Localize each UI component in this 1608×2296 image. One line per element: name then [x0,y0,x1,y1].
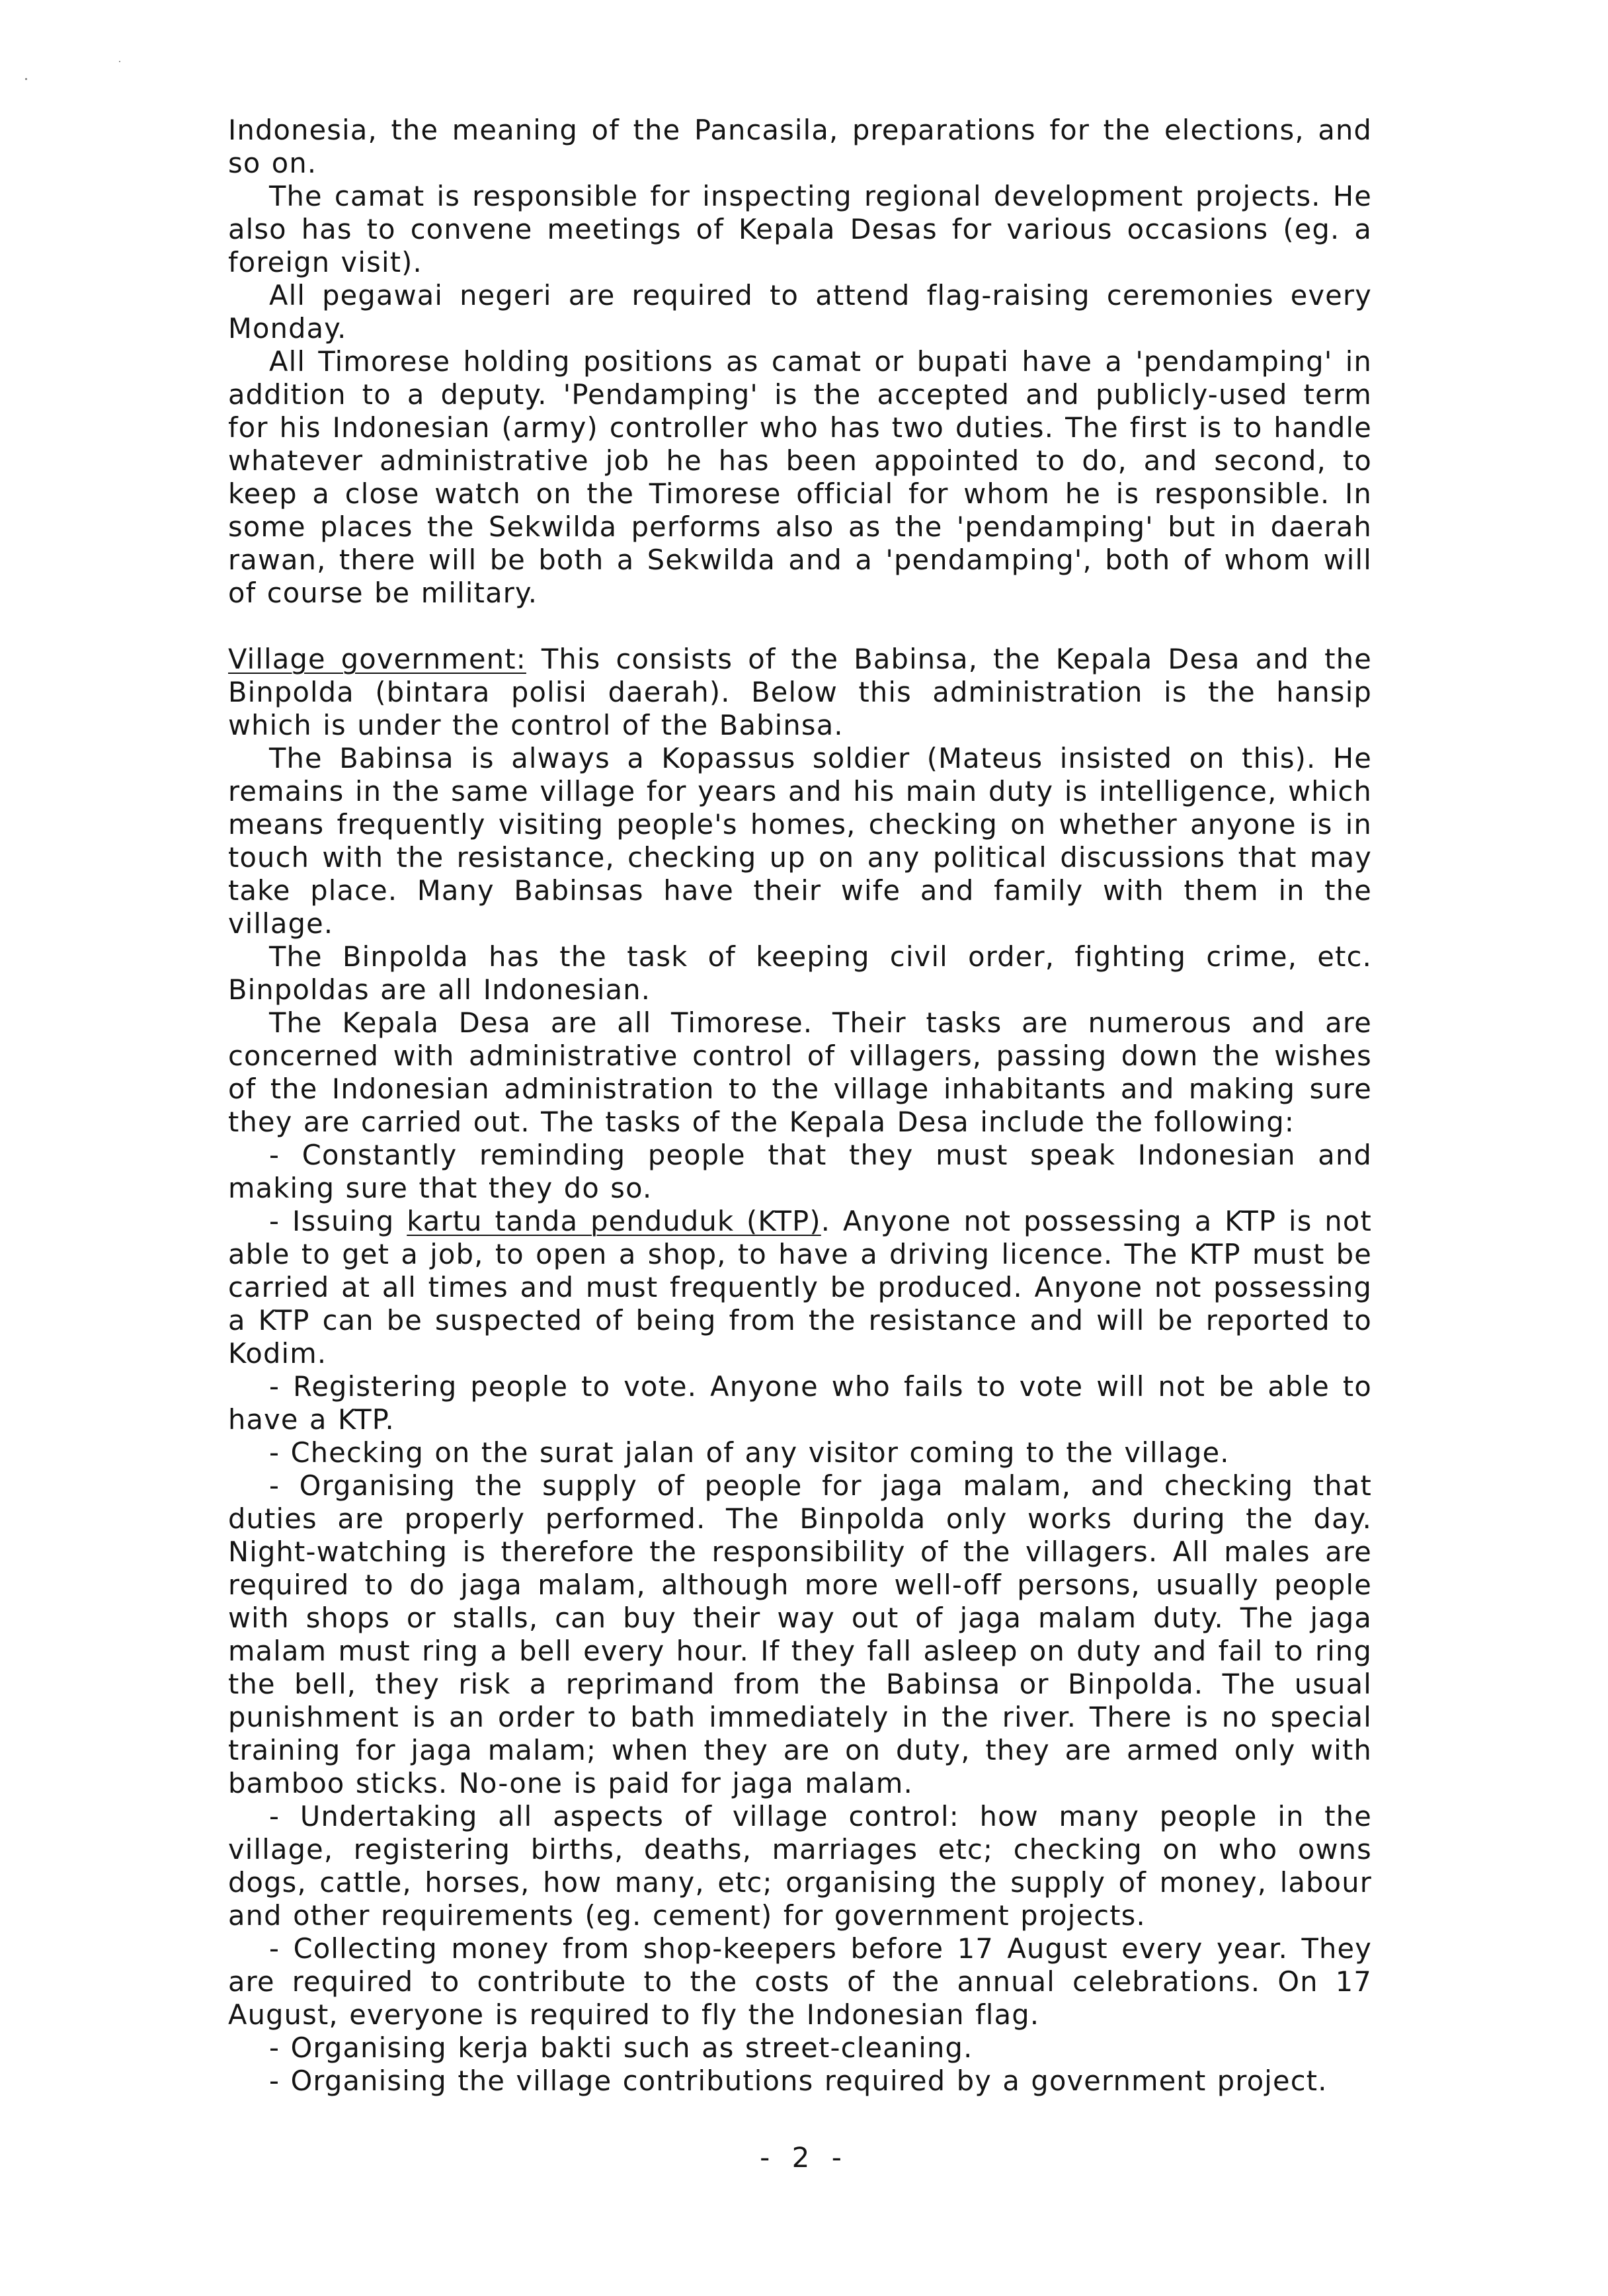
village-government-heading: Village government: [228,643,526,675]
paragraph-continuation: Indonesia, the meaning of the Pancasila, preparations for the elections, and so on. [228,114,1372,179]
list-item-jaga-malam: - Organising the supply of people for jaga malam, and checking that duties are properly performed. The Binpolda only works during the day. Night-watching is therefore the responsibility of the villagers. All males are required to do jaga malam, although more well-off persons, usually people with shops or stalls, can buy their way out of jaga malam duty. The jaga malam must ring a bell every hour. If they fall asleep on duty and fail to ring the bell, they risk a reprimand from the Babinsa or Binpolda. The usual punishment is an order to bath immediately in the river. There is no special training for jaga malam; when they are on duty, they are armed only with bamboo sticks. No-one is paid for jaga malam. [228,1469,1372,1799]
village-government-text: This consists of the Babinsa, the Kepala Desa and the Binpolda (bintara polisi daerah). Below this administration is the hansip which is under the control of the Babinsa. [228,643,1372,741]
list-item-indonesian: - Constantly reminding people that they must speak Indonesian and making sure that they do so. [228,1139,1372,1204]
paragraph-camat: The camat is responsible for inspecting regional development projects. He also has to convene meetings of Kepala Desas for various occasions (eg. a foreign visit). [228,180,1372,278]
list-item-vote: - Registering people to vote. Anyone who fails to vote will not be able to have a KTP. [228,1370,1372,1436]
paragraph-babinsa: The Babinsa is always a Kopassus soldier (Mateus insisted on this). He remains in the same village for years and his main duty is intelligence, which means frequently visiting people's homes, checking on whether anyone is in touch with the resistance, checking up on any political discussions that may take place. Many Babinsas have their wife and family with them in the village. [228,742,1372,940]
paragraph-pegawai: All pegawai negeri are required to attend flag-raising ceremonies every Monday. [228,279,1372,345]
paragraph-village-government [228,643,1372,742]
list-item-collecting-money: - Collecting money from shop-keepers before 17 August every year. They are required to contribute to the costs of the annual celebrations. On 17 August, everyone is required to fly the Indonesian flag. [228,1932,1372,2031]
section-gap [228,610,1372,643]
paragraph-kepala-desa: The Kepala Desa are all Timorese. Their tasks are numerous and are concerned with administrative control of villagers, passing down the wishes of the Indonesian administration to the village inhabitants and making sure they are carried out. The tasks of the Kepala Desa include the following: [228,1006,1372,1138]
list-item-kerja-bakti: - Organising kerja bakti such as street-cleaning. [269,2031,973,2064]
list-item-surat-jalan: - Checking on the surat jalan of any visitor coming to the village. [269,1436,1230,1469]
paragraph-binpolda: The Binpolda has the task of keeping civil order, fighting crime, etc. Binpoldas are all Indonesian. [228,940,1372,1006]
list-item-contributions: - Organising the village contributions required by a government project. [269,2065,1328,2097]
document-body [228,114,1372,2098]
paragraph-pendamping: All Timorese holding positions as camat or bupati have a 'pendamping' in addition to a deputy. 'Pendamping' is the accepted and publicly-used term for his Indonesian (army) controller who has two duties. The first is to handle whatever administrative job he has been appointed to do, and second, to keep a close watch on the Timorese official for whom he is responsible. In some places the Sekwilda performs also as the 'pendamping' but in daerah rawan, there will be both a Sekwilda and a 'pendamping', both of whom will of course be military. [228,345,1372,609]
ktp-prefix: - Issuing [269,1205,407,1237]
scan-speck [119,61,120,62]
ktp-text: . Anyone not possessing a KTP is not able to get a job, to open a shop, to have a driving licence. The KTP must be carried at all times and must frequently be produced. Anyone not possessing a KTP can be suspected of being from the resistance and will be reported to Kodim. [228,1205,1372,1370]
list-item-village-control: - Undertaking all aspects of village control: how many people in the village, registering births, deaths, marriages etc; checking on who owns dogs, cattle, horses, how many, etc; organising the supply of money, labour and other requirements (eg. cement) for government projects. [228,1800,1372,1932]
page-number: - 2 - [760,2141,848,2174]
list-item-ktp [228,1205,1372,1370]
ktp-term: kartu tanda penduduk (KTP) [407,1205,821,1237]
scan-speck [25,78,27,80]
